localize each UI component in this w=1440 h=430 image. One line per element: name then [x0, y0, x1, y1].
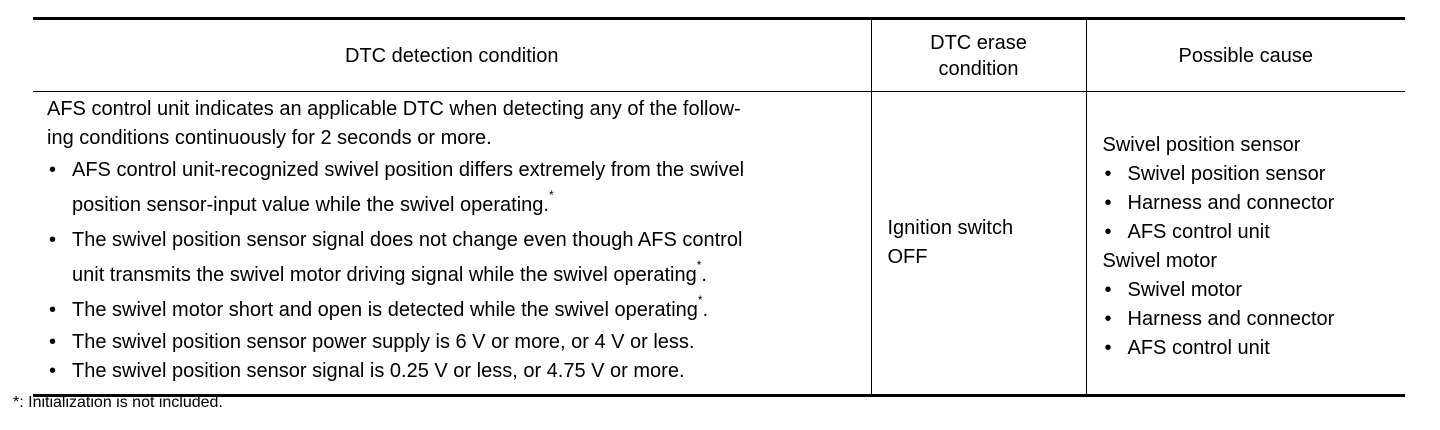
footnote-marker: *: [696, 258, 702, 273]
condition-item: [47, 293, 861, 328]
cause-item-text: Swivel position sensor: [1127, 163, 1326, 185]
erase-condition-line1: Ignition switch: [887, 217, 1014, 239]
cause-item-text: Harness and connector: [1127, 308, 1335, 330]
detection-condition-cell: [33, 92, 871, 396]
bullet-icon: •: [49, 360, 57, 382]
bullet-icon: •: [49, 299, 57, 321]
condition-item: [47, 153, 861, 223]
cause-item-text: AFS control unit: [1127, 337, 1270, 359]
cause-list: [1103, 276, 1406, 363]
cause-item-text: Swivel motor: [1127, 279, 1242, 301]
cause-group-heading: Swivel position sensor: [1102, 134, 1301, 156]
condition-item: [47, 223, 861, 293]
bullet-icon: •: [49, 159, 57, 181]
bullet-icon: •: [1104, 337, 1112, 359]
cause-item-text: Harness and connector: [1127, 192, 1335, 214]
header-erase-condition: [871, 19, 1086, 92]
cause-group-heading: Swivel motor: [1102, 250, 1217, 272]
condition-item-text-3: The swivel motor short and open is detected while the swivel operating: [72, 299, 698, 321]
header-erase-line2: condition: [938, 57, 1019, 80]
bullet-icon: •: [1104, 221, 1112, 243]
header-possible-cause: Possible cause: [1086, 19, 1405, 92]
footnote-marker: *: [548, 188, 554, 203]
condition-item: [47, 357, 861, 386]
bullet-icon: •: [1104, 192, 1112, 214]
condition-item-text-4: The swivel position sensor power supply is 6 V or more, or 4 V or less.: [72, 331, 695, 353]
header-erase-line1: DTC erase: [930, 31, 1027, 54]
condition-intro-line1: AFS control unit indicates an applicable DTC when detecting any of the follow-: [47, 98, 741, 120]
cause-list: [1103, 160, 1406, 247]
header-row: [33, 19, 1405, 92]
bullet-icon: •: [49, 331, 57, 353]
cause-item: [1103, 189, 1406, 218]
condition-item-text-1a: AFS control unit-recognized swivel position differs extremely from the swivel: [72, 159, 745, 181]
possible-cause-cell: [1086, 92, 1405, 396]
bullet-icon: •: [1104, 279, 1112, 301]
cause-item: [1103, 218, 1406, 247]
bullet-icon: •: [1104, 163, 1112, 185]
condition-item-text-2a: The swivel position sensor signal does not change even though AFS control: [72, 229, 743, 251]
cause-item: [1103, 160, 1406, 189]
condition-item-text-2b: unit transmits the swivel motor driving signal while the swivel operating: [72, 264, 697, 286]
header-detection-condition: DTC detection condition: [33, 19, 871, 92]
erase-condition-cell: [871, 92, 1086, 396]
footnote-marker: *: [697, 293, 703, 308]
condition-list: [47, 153, 861, 386]
erase-condition-line2: OFF: [887, 246, 928, 268]
table-row: [33, 92, 1405, 396]
cause-item: [1103, 276, 1406, 305]
condition-intro: [47, 95, 861, 153]
condition-item-end-3: .: [702, 299, 709, 321]
dtc-table: [33, 17, 1405, 397]
condition-item-text-1b: position sensor-input value while the swivel operating.: [72, 194, 549, 216]
cause-item-text: AFS control unit: [1127, 221, 1270, 243]
condition-item-end-2: .: [701, 264, 707, 286]
condition-intro-line2: ing conditions continuously for 2 seconds or more.: [47, 127, 492, 149]
bullet-icon: •: [49, 229, 57, 251]
condition-item-text-5: The swivel position sensor signal is 0.25 V or less, or 4.75 V or more.: [72, 360, 685, 382]
cause-item: [1103, 305, 1406, 334]
footnote: *: Initialization is not included.: [13, 394, 223, 411]
condition-item: [47, 328, 861, 357]
cause-item: [1103, 334, 1406, 363]
bullet-icon: •: [1104, 308, 1112, 330]
